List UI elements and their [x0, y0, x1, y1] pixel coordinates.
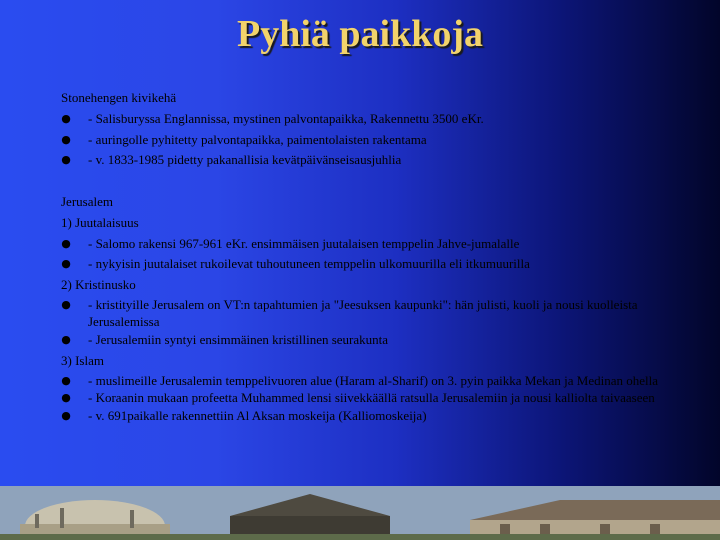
list-item	[61, 406, 671, 427]
list-item-text: - nykyisin juutalaiset rukoilevat tuhoutuneen temppelin ulkomuurilla eli itkumuurilla	[88, 256, 530, 272]
list-item	[61, 296, 671, 330]
list-item	[61, 109, 671, 130]
slide-body	[61, 88, 671, 426]
list-item-text: - v. 1833-1985 pidetty pakanallisia kevätpäivänseisausjuhlia	[88, 152, 402, 168]
bullet-icon: ●	[61, 257, 71, 271]
list-item-text: - v. 691paikalle rakennettiin Al Aksan moskeija (Kalliomoskeija)	[88, 407, 427, 423]
list-item	[61, 130, 671, 151]
slide-title: Pyhiä paikkoja	[236, 13, 484, 55]
list-item	[61, 150, 671, 171]
paragraph-spacer	[61, 171, 671, 192]
judaism-heading: 1) Juutalaisuus	[61, 214, 139, 230]
bullet-icon: ●	[61, 332, 71, 346]
bullet-icon: ●	[61, 373, 71, 387]
list-item-text: - Koraanin mukaan profeetta Muhammed lensi siivekkäällä ratsulla Jerusalemiin ja nousi kalliolta taivaaseen	[88, 389, 655, 405]
bullet-icon: ●	[61, 390, 71, 404]
bullet-icon: ●	[61, 297, 71, 311]
bullet-icon: ●	[61, 132, 71, 146]
stonehenge-heading: Stonehengen kivikehä	[61, 90, 177, 105]
list-item	[61, 389, 671, 406]
list-item-text: - muslimeille Jerusalemin temppelivuoren alue (Haram al-Sharif) on 3. pyin paikka Mekan ja Medinan ohella	[88, 372, 659, 388]
list-item-text: - Salomo rakensi 967-961 eKr. ensimmäisen juutalaisen temppelin Jahve-jumalalle	[88, 235, 520, 251]
islam-heading: 3) Islam	[61, 352, 104, 368]
christianity-heading: 2) Kristinusko	[61, 277, 136, 293]
list-item-text: - kristityille Jerusalem on VT:n tapahtumien ja "Jeesuksen kaupunki": hän julisti, kuoli ja nousi kuolleista Jerusalemissa	[88, 296, 638, 329]
list-item-text: - Jerusalemiin syntyi ensimmäinen kristillinen seurakunta	[88, 331, 389, 347]
holy-places-photo-strip	[0, 486, 720, 540]
bullet-icon: ●	[61, 111, 71, 125]
list-item-text: - auringolle pyhitetty palvontapaikka, paimentolaisten rakentama	[88, 131, 427, 147]
list-item-text: - Salisburyssa Englannissa, mystinen palvontapaikka, Rakennettu 3500 eKr.	[88, 110, 484, 126]
list-item	[61, 254, 671, 275]
bullet-icon: ●	[61, 153, 71, 167]
bullet-icon: ●	[61, 236, 71, 250]
holy-places-photo-illustration	[0, 486, 720, 540]
bullet-icon: ●	[61, 408, 71, 422]
jerusalem-heading: Jerusalem	[61, 193, 113, 209]
list-item	[61, 330, 671, 351]
list-item	[61, 234, 671, 255]
list-item	[61, 372, 671, 389]
